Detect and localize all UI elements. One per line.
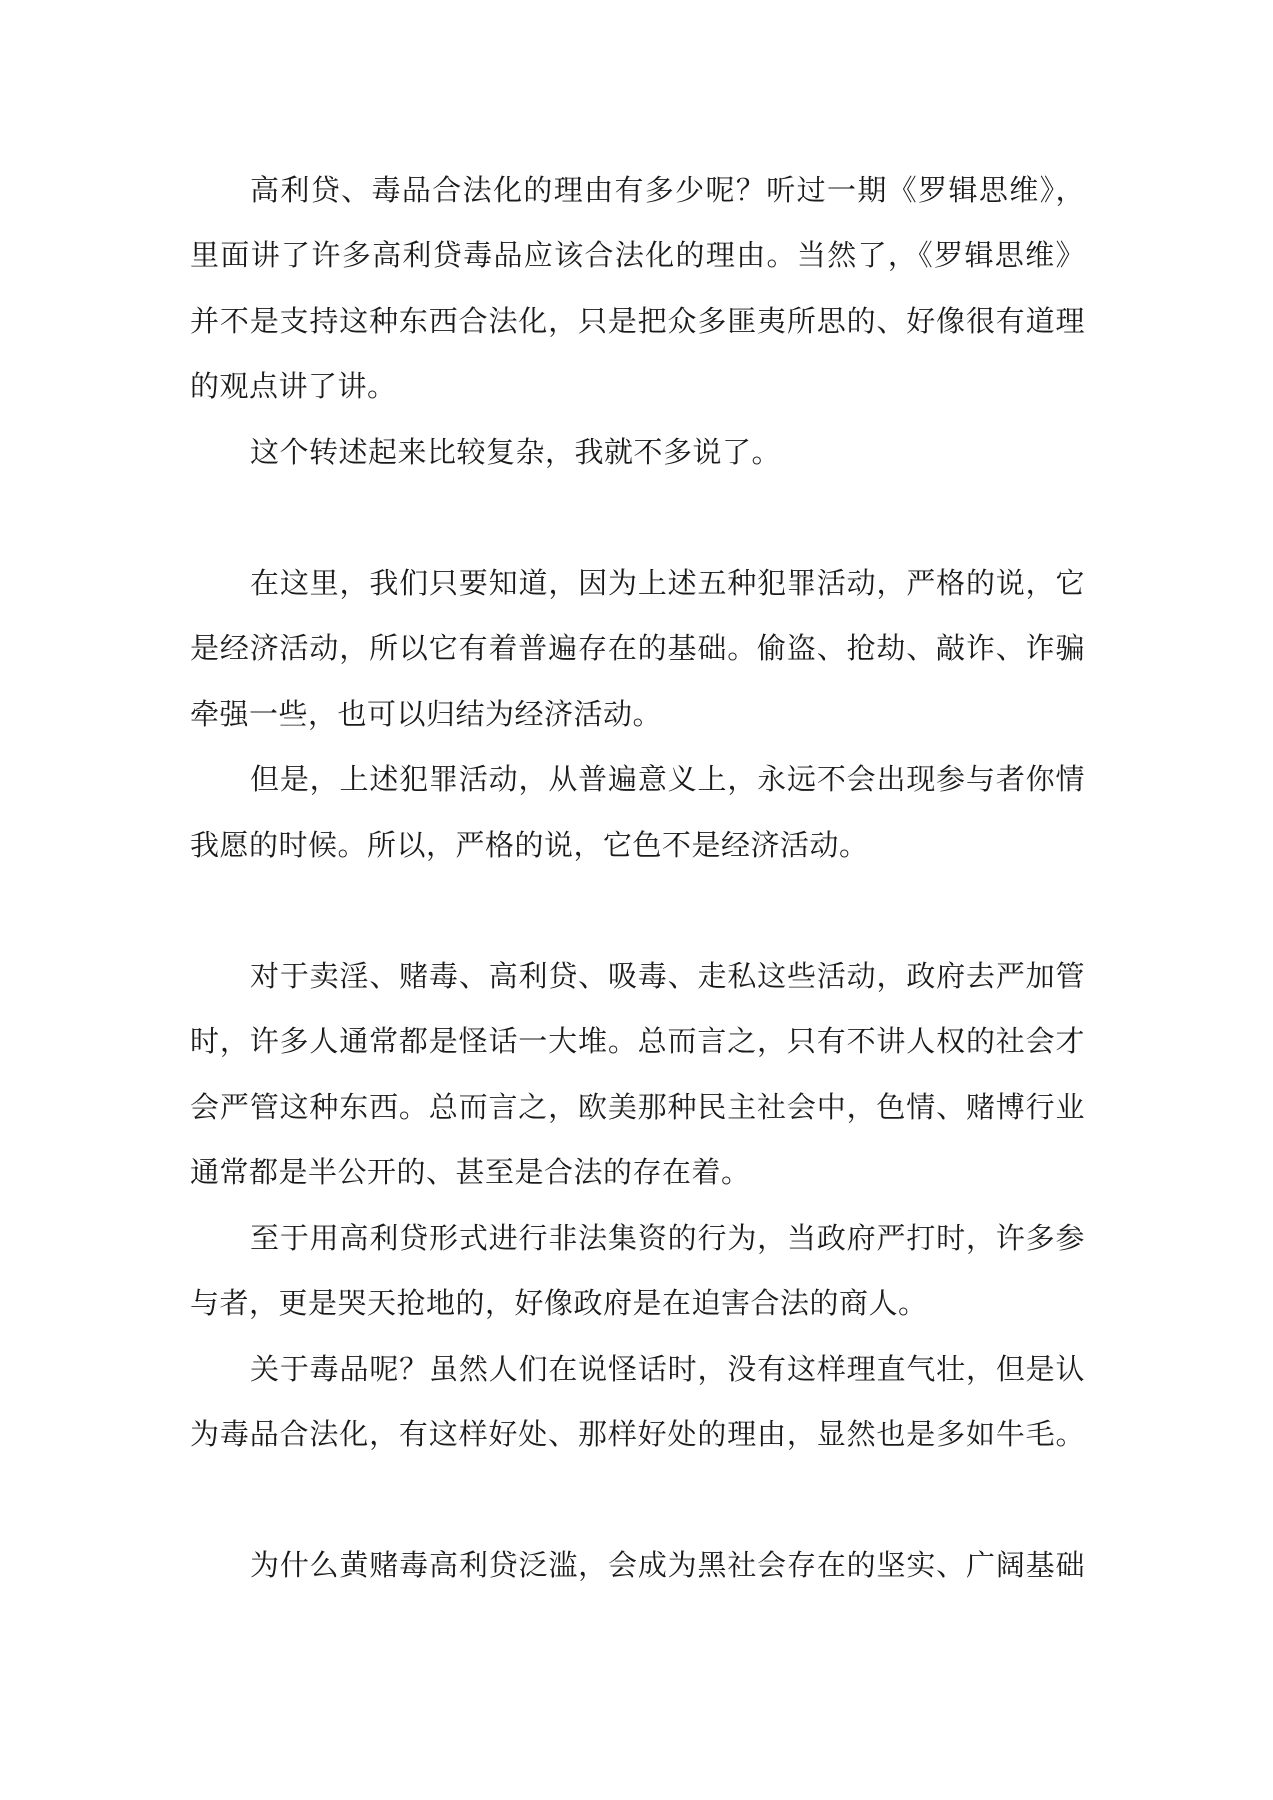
paragraph-6-line-2: 与者，更是哭天抢地的，好像政府是在迫害合法的商人。 xyxy=(190,1286,928,1320)
paragraph-7-line-2: 为毒品合法化，有这样好处、那样好处的理由，显然也是多如牛毛。 xyxy=(190,1417,1085,1451)
paragraph-4-line-2: 我愿的时候。所以，严格的说，它色不是经济活动。 xyxy=(190,828,869,862)
paragraph-3-line-1: 在这里，我们只要知道，因为上述五种犯罪活动，严格的说，它 xyxy=(250,566,1085,600)
paragraph-7-line-1: 关于毒品呢？虽然人们在说怪话时，没有这样理直气壮，但是认 xyxy=(250,1352,1085,1386)
paragraph-1-line-1: 高利贷、毒品合法化的理由有多少呢？听过一期《罗辑思维》， xyxy=(250,173,1085,207)
paragraph-2-line-1: 这个转述起来比较复杂，我就不多说了。 xyxy=(250,435,782,469)
paragraph-1-line-4: 的观点讲了讲。 xyxy=(190,369,397,403)
paragraph-5-line-2: 时，许多人通常都是怪话一大堆。总而言之，只有不讲人权的社会才 xyxy=(190,1024,1085,1058)
paragraph-1-line-2: 里面讲了许多高利贷毒品应该合法化的理由。当然了，《罗辑思维》 xyxy=(190,238,1085,272)
paragraph-1-line-3: 并不是支持这种东西合法化，只是把众多匪夷所思的、好像很有道理 xyxy=(190,304,1085,338)
paragraph-4-line-1: 但是，上述犯罪活动，从普遍意义上，永远不会出现参与者你情 xyxy=(250,762,1085,796)
paragraph-8-line-1: 为什么黄赌毒高利贷泛滥，会成为黑社会存在的坚实、广阔基础 xyxy=(250,1548,1085,1582)
paragraph-5-line-4: 通常都是半公开的、甚至是合法的存在着。 xyxy=(190,1155,751,1189)
paragraph-3-line-3: 牵强一些，也可以归结为经济活动。 xyxy=(190,697,663,731)
paragraph-6-line-1: 至于用高利贷形式进行非法集资的行为，当政府严打时，许多参 xyxy=(250,1221,1085,1255)
paragraph-5-line-1: 对于卖淫、赌毒、高利贷、吸毒、走私这些活动，政府去严加管 xyxy=(250,959,1085,993)
paragraph-3-line-2: 是经济活动，所以它有着普遍存在的基础。偷盗、抢劫、敲诈、诈骗 xyxy=(190,631,1085,665)
paragraph-5-line-3: 会严管这种东西。总而言之，欧美那种民主社会中，色情、赌博行业 xyxy=(190,1090,1085,1124)
